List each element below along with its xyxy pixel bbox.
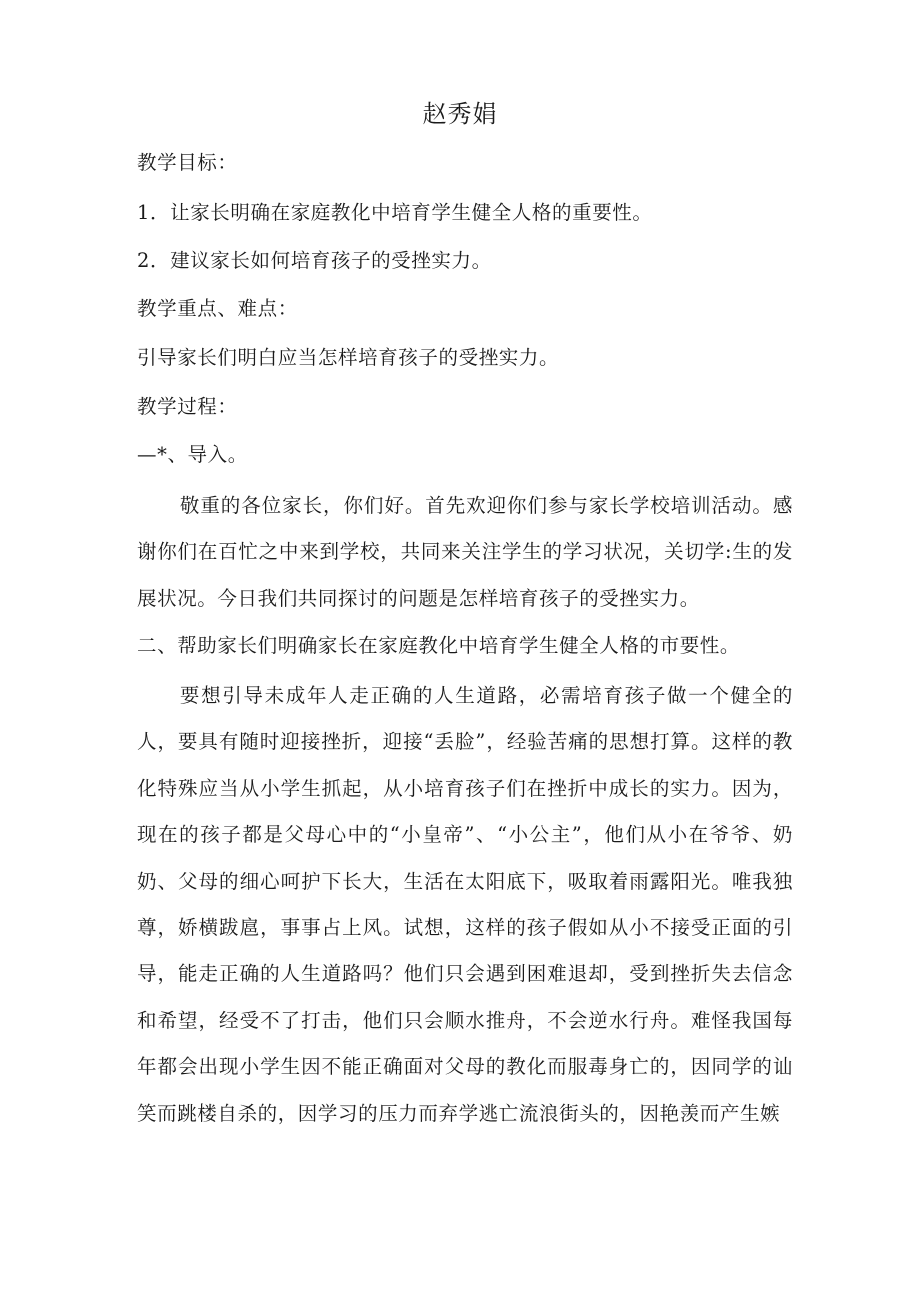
objective-2: 2．建议家长如何培育孩子的受挫实力。 — [137, 249, 492, 272]
section-2-paragraph: 要想引导未成年人走正确的人生道路，必需培育孩子做一个健全的人，要具有随时迎接挫折，迎接“丢脸”，经验苦痛的思想打算。这样的教化特殊应当从小学生抓起，从小培育孩子们在挫折中成长的实力。因为，现在的孩子都是父母心中的“小皇帝”、“小公主”，他们从小在爷爷、奶奶、父母的细心呵护下长大，生活在太阳底下，吸取着雨露阳光。唯我独尊，娇横跋扈，事事占上风。试想，这样的孩子假如从小不接受正面的引导，能走正确的人生道路吗？他们只会遇到困难退却，受到挫折失去信念和希望，经受不了打击，他们只会顺水推舟，不会逆水行舟。难怪我国每年都会出现小学生因不能正确面对父母的教化而服毒身亡的，因同学的讪笑而跳楼自杀的，因学习的压力而弃学逃亡流浪街头的，因艳羡而产生嫉 — [137, 684, 793, 1125]
objective-1: 1．让家长明确在家庭教化中培育学生健全人格的重要性。 — [137, 201, 653, 224]
document-title: 赵秀娟 — [422, 100, 498, 128]
process-heading: 教学过程： — [137, 395, 238, 418]
section-1-heading: —*、导入。 — [137, 443, 248, 466]
key-points-heading: 教学重点、难点： — [137, 297, 298, 320]
key-points-text: 引导家长们明白应当怎样培育孩子的受挫实力。 — [137, 346, 560, 369]
section-2-heading: 二、帮助家长们明确家长在家庭教化中培育学生健全人格的市要性。 — [137, 634, 741, 657]
objectives-heading: 教学目标： — [137, 151, 238, 174]
section-1-paragraph: 敬重的各位家长，你们好。首先欢迎你们参与家长学校培训活动。感谢你们在百忙之中来到学校，共同来关注学生的学习状况，关切学:生的发展状况。今日我们共同探讨的问题是怎样培育孩子的受挫实力。 — [137, 494, 793, 610]
